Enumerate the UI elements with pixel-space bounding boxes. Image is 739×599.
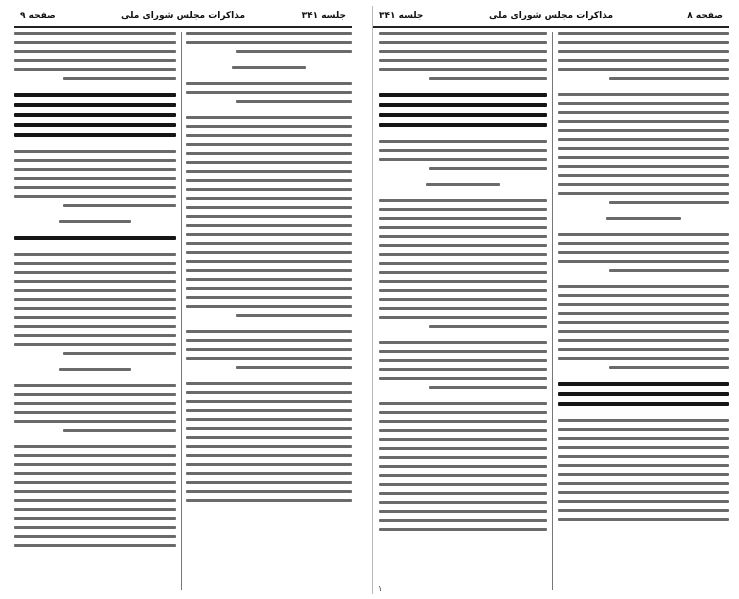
text-line [379,528,547,531]
text-line [558,446,729,449]
text-line [379,402,547,405]
text-line [558,330,729,333]
paragraph-gap [379,133,547,140]
text-line [609,201,729,204]
text-line [379,271,547,274]
text-line [14,307,176,310]
text-line [14,289,176,292]
paragraph-gap [558,278,729,285]
text-line [186,409,352,412]
text-line [609,77,729,80]
text-line [236,366,352,369]
text-line [379,289,547,292]
section-heading-line [14,103,176,107]
text-line [186,305,352,308]
paragraph-gap [14,86,176,93]
text-line [186,134,352,137]
text-line [558,32,729,35]
text-line [558,111,729,114]
paragraph-gap [14,213,176,220]
text-line [558,251,729,254]
text-line [558,260,729,263]
right-page [372,6,729,594]
text-line [558,339,729,342]
text-line [609,366,729,369]
section-heading-line [379,123,547,127]
text-line [186,260,352,263]
centered-text-line [606,217,681,220]
text-line [379,447,547,450]
text-line [14,454,176,457]
text-line [558,509,729,512]
text-line [558,242,729,245]
text-line [558,120,729,123]
section-heading-line [379,113,547,117]
text-line [186,91,352,94]
text-line [14,481,176,484]
text-line [186,382,352,385]
text-column [379,32,547,590]
text-line [14,445,176,448]
text-line [379,298,547,301]
text-line [186,269,352,272]
left-page-header [14,6,352,28]
text-line [429,77,547,80]
text-line [379,377,547,380]
text-line [14,298,176,301]
section-heading-line [14,133,176,137]
text-line [379,510,547,513]
paragraph-gap [379,176,547,183]
text-column [186,32,352,590]
text-line [558,165,729,168]
text-line [558,357,729,360]
text-line [14,393,176,396]
centered-text-line [59,220,130,223]
text-line [558,183,729,186]
text-line [558,455,729,458]
paragraph-gap [558,226,729,233]
text-line [186,179,352,182]
text-line [14,68,176,71]
text-line [186,278,352,281]
text-line [14,490,176,493]
text-line [379,140,547,143]
text-line [379,368,547,371]
text-line [558,428,729,431]
text-line [14,262,176,265]
text-line [379,226,547,229]
paragraph-gap [379,395,547,402]
paragraph-gap [558,412,729,419]
text-line [186,125,352,128]
text-line [186,454,352,457]
text-line [186,330,352,333]
text-line [14,177,176,180]
text-line [186,242,352,245]
text-line [558,518,729,521]
section-heading-line [14,123,176,127]
text-line [379,235,547,238]
paragraph-gap [14,229,176,236]
text-line [379,68,547,71]
text-line [558,50,729,53]
text-line [236,314,352,317]
paragraph-gap [14,361,176,368]
text-line [379,316,547,319]
text-line [186,152,352,155]
section-heading-line [379,103,547,107]
text-line [186,233,352,236]
text-line [186,391,352,394]
text-line [186,339,352,342]
text-line [379,492,547,495]
paragraph-gap [186,323,352,330]
text-line [558,129,729,132]
paragraph-gap [379,192,547,199]
text-line [558,294,729,297]
text-line [186,418,352,421]
text-line [558,41,729,44]
paragraph-gap [186,109,352,116]
text-line [379,307,547,310]
text-line [186,481,352,484]
text-line [14,384,176,387]
paragraph-gap [186,59,352,66]
text-line [609,269,729,272]
text-line [186,490,352,493]
text-line [379,32,547,35]
right-page-number: صفحه ۸ [687,11,723,21]
text-line [14,32,176,35]
text-line [379,341,547,344]
right-page-title: مذاکرات مجلس شورای ملی [488,11,614,21]
text-line [379,41,547,44]
paragraph-gap [379,86,547,93]
text-line [186,463,352,466]
text-line [558,68,729,71]
text-line [236,50,352,53]
text-line [186,296,352,299]
text-line [379,280,547,283]
left-page [14,6,352,594]
text-line [186,445,352,448]
text-line [558,102,729,105]
text-line [379,217,547,220]
text-line [186,32,352,35]
text-line [14,526,176,529]
text-line [14,316,176,319]
text-line [558,138,729,141]
text-line [236,100,352,103]
text-line [186,348,352,351]
text-line [379,483,547,486]
section-heading-line [379,93,547,97]
right-session-label: جلسه ۳۴۱ [379,11,424,21]
text-line [14,411,176,414]
text-line [558,321,729,324]
text-line [558,312,729,315]
centered-text-line [426,183,500,186]
section-heading-line [14,113,176,117]
text-line [379,350,547,353]
text-line [14,195,176,198]
text-line [558,174,729,177]
paragraph-gap [379,334,547,341]
text-line [14,343,176,346]
text-line [379,253,547,256]
text-line [379,519,547,522]
text-line [186,400,352,403]
text-line [186,197,352,200]
text-line [379,50,547,53]
paragraph-gap [186,375,352,382]
text-line [379,149,547,152]
text-line [558,233,729,236]
text-line [558,348,729,351]
text-line [14,186,176,189]
text-line [186,499,352,502]
text-line [558,285,729,288]
text-line [63,352,176,355]
text-line [14,280,176,283]
paragraph-gap [14,143,176,150]
text-line [558,473,729,476]
column-rule [552,32,553,590]
text-line [558,482,729,485]
text-line [14,535,176,538]
section-heading-line [14,236,176,240]
centered-text-line [59,368,130,371]
text-line [14,59,176,62]
text-line [14,499,176,502]
section-heading-line [558,382,729,386]
text-line [14,463,176,466]
text-line [379,411,547,414]
text-line [379,208,547,211]
text-line [379,429,547,432]
text-line [379,262,547,265]
text-line [63,77,176,80]
text-line [14,420,176,423]
paragraph-gap [14,438,176,445]
text-line [14,517,176,520]
text-line [429,325,547,328]
section-heading-line [558,402,729,406]
text-line [186,161,352,164]
text-line [14,508,176,511]
paragraph-gap [186,75,352,82]
text-line [63,204,176,207]
text-line [186,188,352,191]
paragraph-gap [558,210,729,217]
text-line [186,472,352,475]
text-line [186,41,352,44]
text-line [558,464,729,467]
text-line [186,251,352,254]
text-line [558,437,729,440]
text-line [14,325,176,328]
text-line [63,429,176,432]
text-line [379,474,547,477]
text-line [429,386,547,389]
text-line [186,287,352,290]
text-line [186,224,352,227]
text-column [558,32,729,590]
text-line [558,419,729,422]
paragraph-gap [558,86,729,93]
left-page-title: مذاکرات مجلس شورای ملی [120,11,246,21]
text-line [379,59,547,62]
text-line [14,50,176,53]
centered-text-line [232,66,305,69]
text-line [186,427,352,430]
text-line [14,334,176,337]
text-line [14,253,176,256]
text-line [186,357,352,360]
text-line [558,93,729,96]
text-line [186,206,352,209]
text-line [14,472,176,475]
text-line [186,143,352,146]
text-line [379,158,547,161]
text-line [14,159,176,162]
section-heading-line [14,93,176,97]
text-line [14,168,176,171]
text-line [379,438,547,441]
text-column [14,32,176,590]
text-line [379,420,547,423]
center-mark: ۱ [378,584,383,593]
text-line [14,544,176,547]
text-line [14,271,176,274]
text-line [379,456,547,459]
text-line [558,156,729,159]
text-line [379,465,547,468]
text-line [186,170,352,173]
text-line [186,215,352,218]
text-line [379,501,547,504]
text-line [14,402,176,405]
text-line [379,359,547,362]
text-line [186,116,352,119]
paragraph-gap [14,377,176,384]
column-rule [181,32,182,590]
text-line [186,436,352,439]
text-line [558,192,729,195]
left-page-number: صفحه ۹ [20,11,56,21]
text-line [14,41,176,44]
text-line [429,167,547,170]
text-line [558,491,729,494]
text-line [558,303,729,306]
section-heading-line [558,392,729,396]
text-line [14,150,176,153]
left-session-label: جلسه ۳۴۱ [301,11,346,21]
text-line [186,82,352,85]
text-line [558,500,729,503]
paragraph-gap [14,246,176,253]
text-line [558,59,729,62]
paragraph-gap [558,375,729,382]
text-line [558,147,729,150]
text-line [379,244,547,247]
right-page-header [373,6,729,28]
text-line [379,199,547,202]
